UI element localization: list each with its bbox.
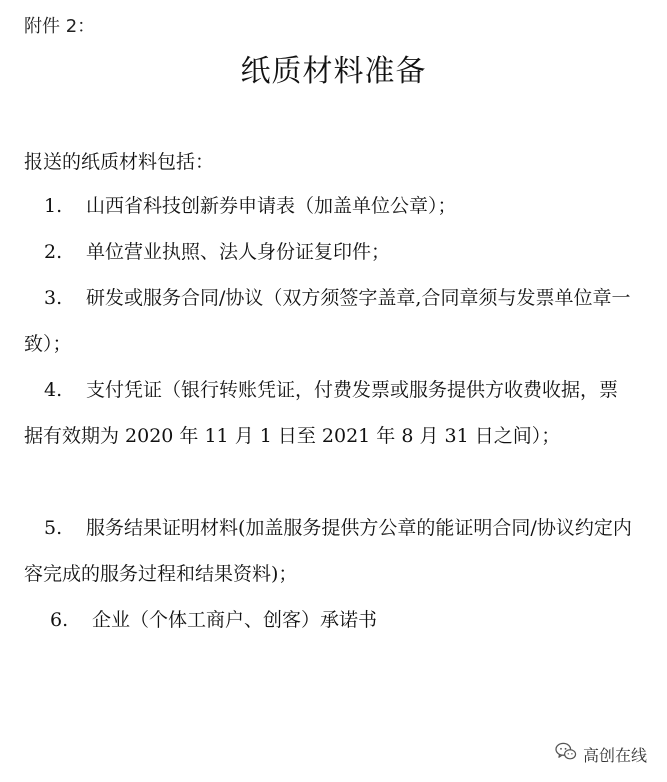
list-item [24,275,636,367]
list-item-number: 1. [44,195,63,217]
list-item-text: 支付凭证（银行转账凭证，付费发票或服务提供方收费收据，票据有效期为 2020 年 11 月 1 日至 2021 年 8 月 31 日之间）； [24,379,619,447]
list-item-text: 山西省科技创新券申请表（加盖单位公章）； [86,195,457,217]
list-item-number: 4. [44,379,63,401]
list-item [24,183,636,229]
list-item-number: 2. [44,241,63,263]
list-item-text: 研发或服务合同/协议（双方须签字盖章,合同章须与发票单位章一致）； [24,287,631,355]
page-title: 纸质材料准备 [240,54,427,89]
list-item [24,367,636,459]
list-item [30,597,642,643]
wechat-icon [555,742,577,766]
watermark-text: 高创在线 [582,745,647,765]
list-item-text: 企业（个体工商户、创客）承诺书 [92,609,378,631]
attachment-label: 附件 2： [24,16,96,37]
intro-text: 报送的纸质材料包括： [24,151,215,173]
list-item-text: 单位营业执照、法人身份证复印件； [86,241,391,263]
watermark [555,742,647,766]
list-item [24,505,636,597]
list-item-number: 5. [44,517,63,539]
list-item [24,229,636,275]
list-item-number: 6. [50,609,69,631]
list-item-text: 服务结果证明材料(加盖服务提供方公章的能证明合同/协议约定内容完成的服务过程和结果资料)； [24,517,632,585]
list-item-number: 3. [44,287,63,309]
